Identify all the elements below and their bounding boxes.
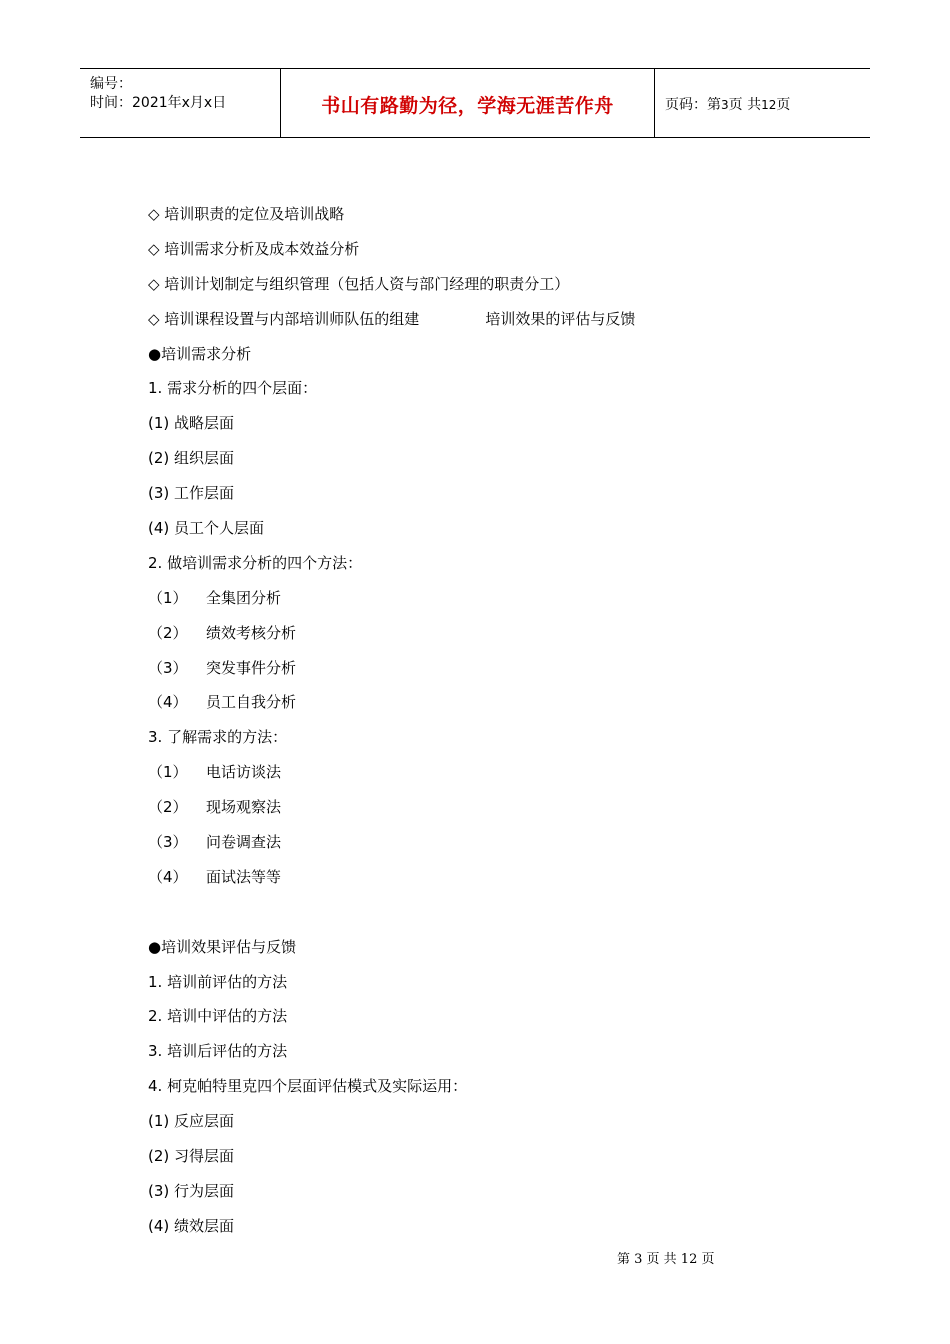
section-title: ●培训效果评估与反馈	[148, 937, 297, 956]
list-number: （4）	[148, 693, 188, 712]
list-text: 突发事件分析	[206, 658, 297, 677]
list-text: 全集团分析	[206, 588, 282, 607]
spacer	[148, 900, 848, 935]
list-item	[148, 830, 848, 865]
list-text: 电话访谈法	[206, 763, 282, 782]
diamond-item: ◇ 培训计划制定与组织管理（包括人资与部门经理的职责分工）	[148, 274, 570, 293]
list-item: 2. 培训中评估的方法	[148, 1007, 288, 1026]
list-item	[148, 690, 848, 725]
list-item: 1. 培训前评估的方法	[148, 972, 288, 991]
list-item: (3) 工作层面	[148, 484, 235, 503]
question-heading: 3. 了解需求的方法：	[148, 728, 288, 747]
list-item: (3) 行为层面	[148, 1181, 235, 1200]
list-number: （3）	[148, 833, 188, 852]
diamond-item-extra: 培训效果的评估与反馈	[485, 309, 636, 328]
document-body	[148, 202, 848, 1249]
list-item	[148, 621, 848, 656]
question-heading: 2. 做培训需求分析的四个方法：	[148, 553, 363, 572]
list-text: 问卷调查法	[206, 833, 282, 852]
list-item: (2) 习得层面	[148, 1147, 235, 1166]
list-item	[148, 586, 848, 621]
list-number: （1）	[148, 763, 188, 782]
diamond-item: ◇ 培训职责的定位及培训战略	[148, 205, 345, 223]
header-page-info	[665, 94, 790, 114]
list-item: 3. 培训后评估的方法	[148, 1042, 288, 1061]
page-total: 12	[761, 98, 777, 112]
list-item	[148, 760, 848, 795]
list-item: 4. 柯克帕特里克四个层面评估模式及实际运用：	[148, 1077, 468, 1096]
header-info-cell	[80, 69, 280, 137]
list-item	[148, 865, 848, 900]
list-number: （2）	[148, 798, 188, 817]
list-item: (1) 反应层面	[148, 1112, 235, 1131]
header-motto-cell	[280, 69, 655, 137]
list-item: (2) 组织层面	[148, 449, 235, 468]
list-item	[148, 656, 848, 691]
list-item: (4) 员工个人层面	[148, 519, 265, 538]
list-text: 绩效考核分析	[206, 623, 297, 642]
page-header	[80, 68, 870, 138]
diamond-item: ◇ 培训课程设置与内部培训师队伍的组建	[148, 309, 420, 328]
list-number: （4）	[148, 867, 188, 886]
list-item: (4) 绩效层面	[148, 1216, 235, 1235]
header-page-cell	[655, 69, 870, 137]
document-time-label: 时间：2021年x月x日	[90, 95, 227, 111]
list-text: 员工自我分析	[206, 693, 297, 712]
list-text: 面试法等等	[206, 867, 282, 886]
list-number: （2）	[148, 623, 188, 642]
page-mid: 页 共	[728, 97, 762, 113]
page-prefix: 页码：第	[665, 97, 721, 113]
header-motto: 书山有路勤为径，学海无涯苦作舟	[321, 95, 614, 117]
page-footer: 第 3 页 共 12 页	[617, 1252, 715, 1267]
page-suffix: 页	[776, 97, 791, 113]
list-text: 现场观察法	[206, 798, 282, 817]
list-number: （1）	[148, 588, 188, 607]
section-title: ●培训需求分析	[148, 344, 252, 363]
document-number-label: 编号：	[90, 76, 132, 92]
page-current: 3	[721, 98, 729, 112]
question-heading: 1. 需求分析的四个层面：	[148, 379, 318, 398]
list-item	[148, 795, 848, 830]
diamond-item-row	[148, 307, 848, 342]
list-item: (1) 战略层面	[148, 414, 235, 433]
diamond-item: ◇ 培训需求分析及成本效益分析	[148, 239, 360, 258]
list-number: （3）	[148, 658, 188, 677]
